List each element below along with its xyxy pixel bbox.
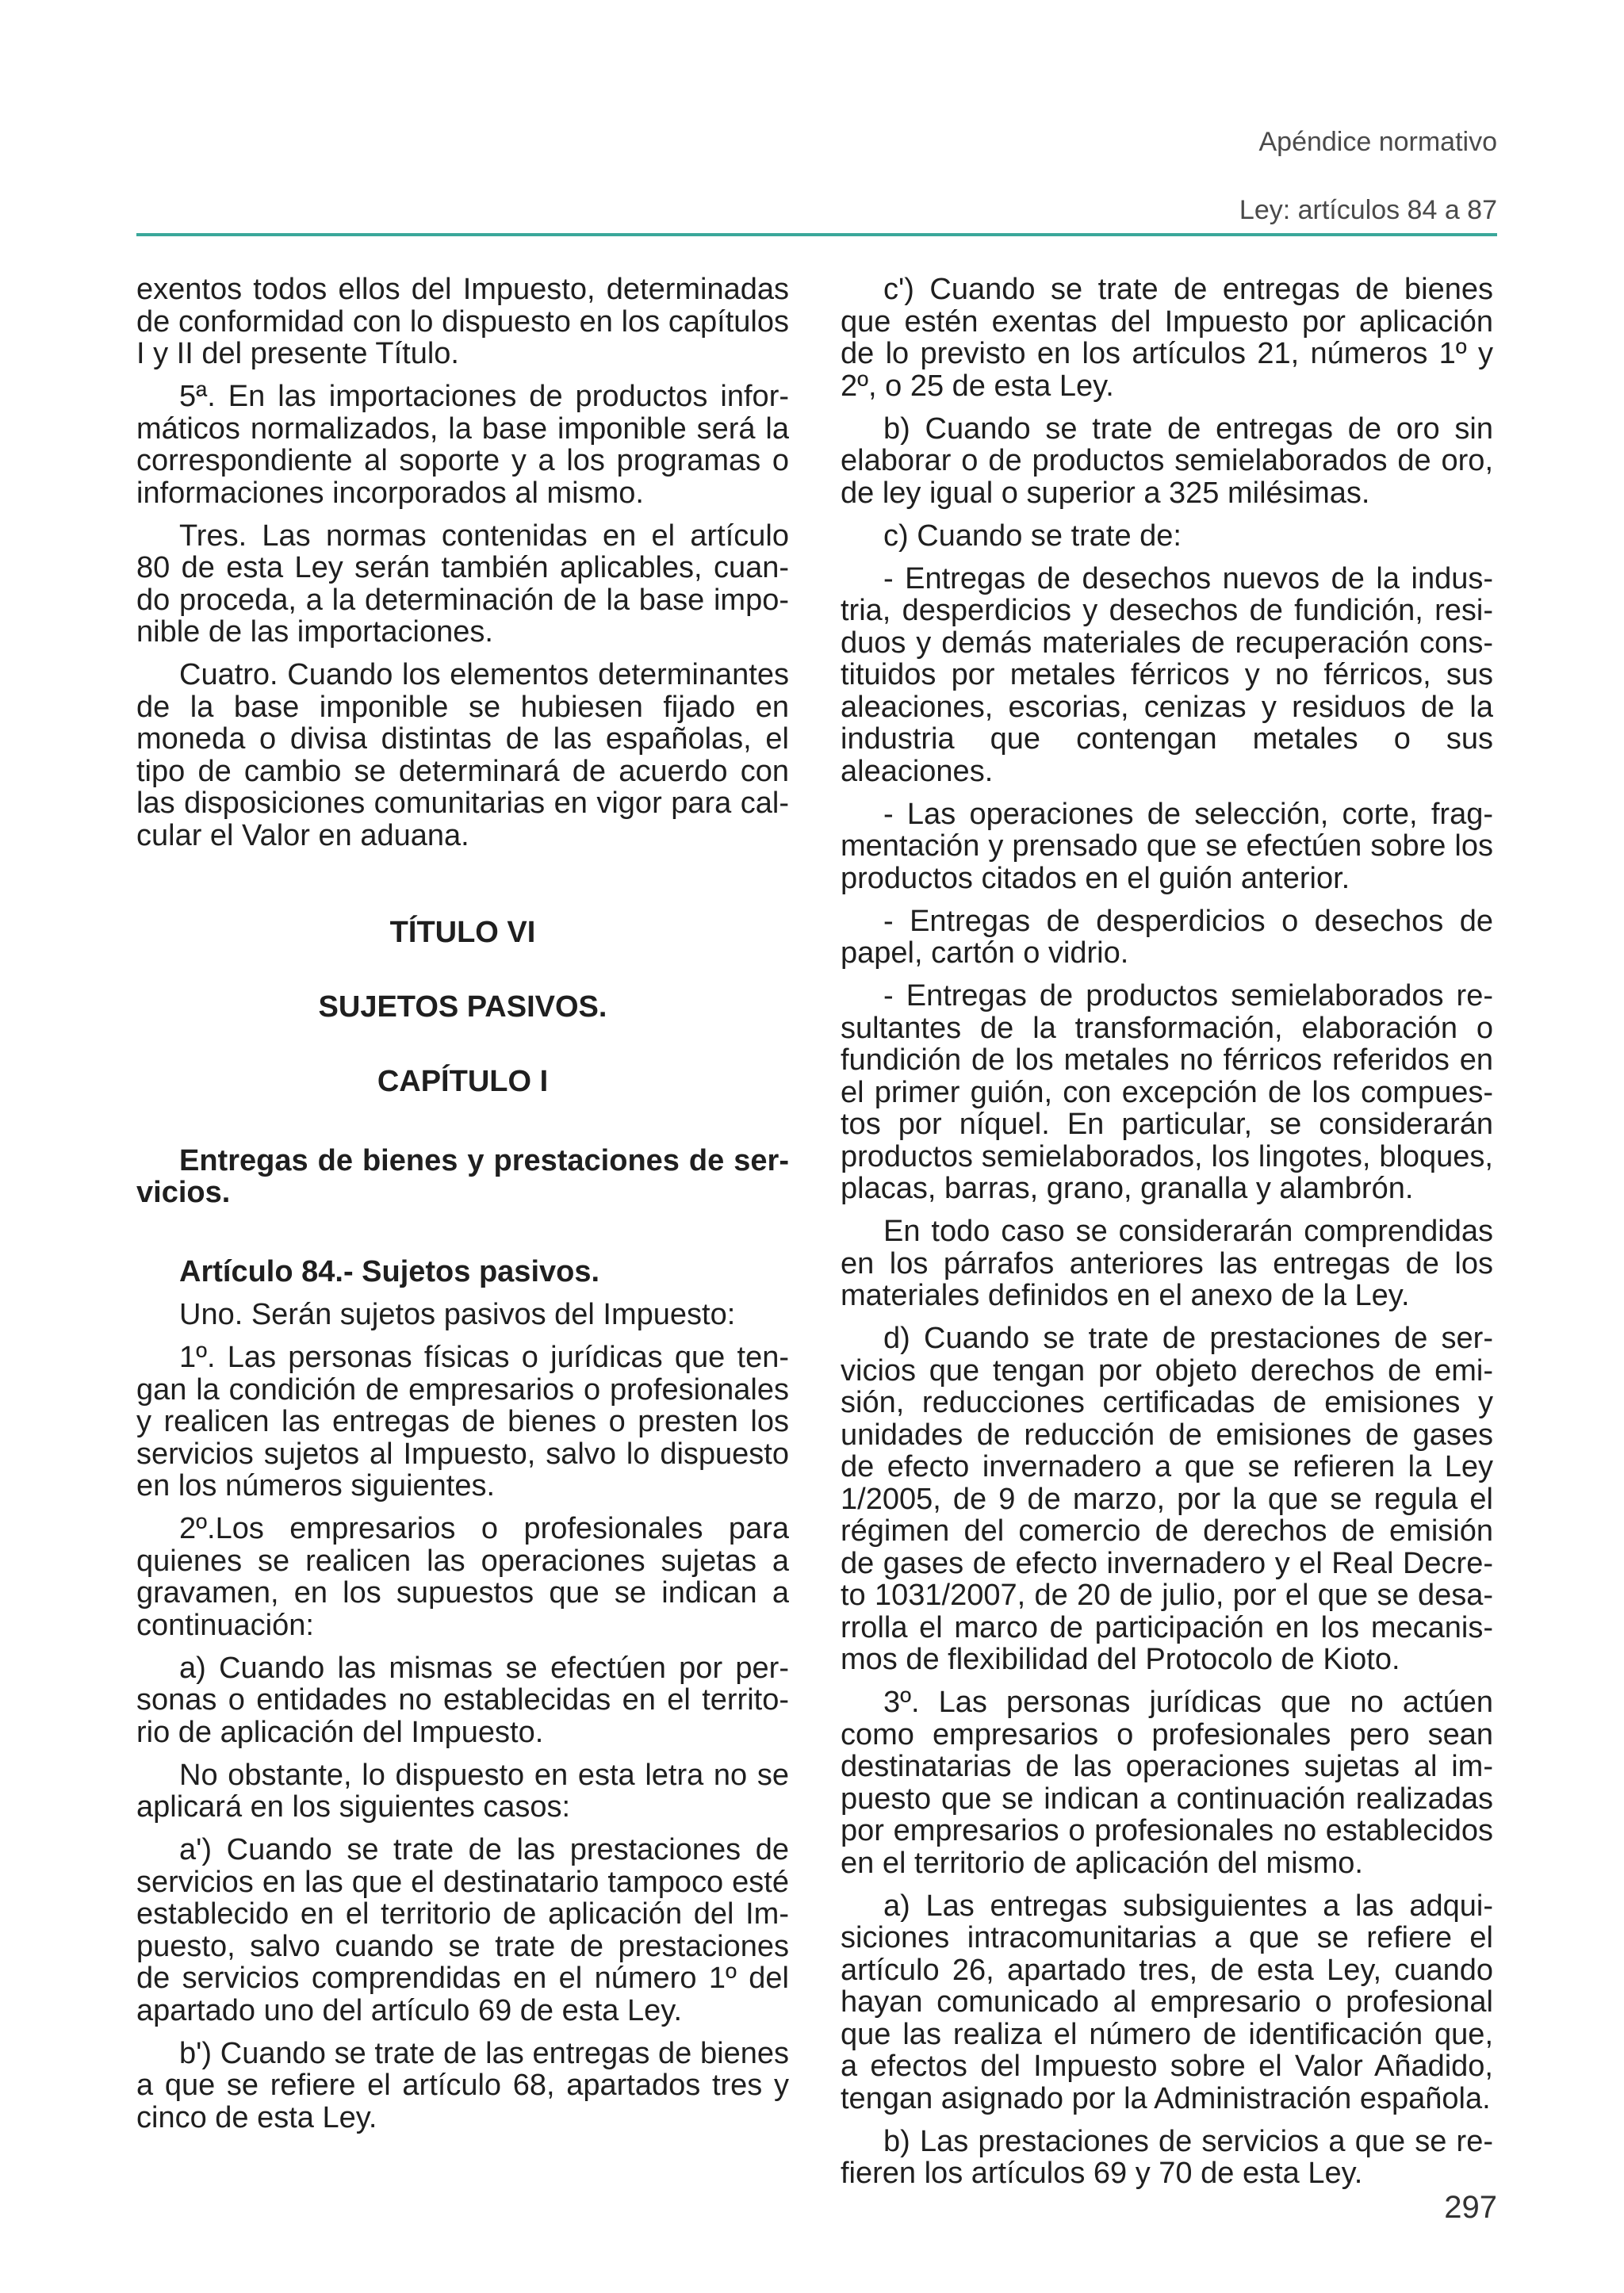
paragraph: Tres. Las normas contenidas en el artículo 80 de esta Ley serán también aplicables, cuando proceda, a la determinación de la base imponible de las importaciones. <box>136 519 789 649</box>
spacer <box>136 1108 789 1145</box>
paragraph: b') Cuando se trate de las entregas de bienes a que se refiere el artículo 68, apartados tres y cinco de esta Ley. <box>136 2036 789 2134</box>
paragraph: Cuatro. Cuando los elementos determinantes de la base imponible se hubiesen fijado en moneda o divisa distintas de las españolas, el tipo de cambio se determinará de acuerdo con las disposiciones comunitarias en vigor para calcular el Valor en aduana. <box>136 658 789 852</box>
paragraph: - Entregas de productos semielaborados resultantes de la transformación, elaboración o fundición de los metales no férricos referidos en el primer guión, con excepción de los compuestos por níquel. En particular, se considerarán productos semielaborados, los lingotes, bloques, placas, barras, grano, granalla y alambrón. <box>841 979 1493 1205</box>
left-column <box>136 274 789 2145</box>
paragraph: a) Las entregas subsiguientes a las adquisiciones intracomunitarias a que se refiere el artículo 26, apartado tres, de esta Ley, cuando hayan comunicado al empresario o profesional que las realiza el número de identificación que, a efectos del Impuesto sobre el Valor Añadido, tengan asignado por la Administración española. <box>841 1889 1493 2115</box>
paragraph: En todo caso se considerarán comprendidas en los párrafos anteriores las entregas de los materiales definidos en el anexo de la Ley. <box>841 1215 1493 1312</box>
paragraph: 5ª. En las importaciones de productos informáticos normalizados, la base imponible será la correspondiente al soporte y a los programas o informaciones incorporados al mismo. <box>136 380 789 510</box>
spacer <box>136 1219 789 1256</box>
paragraph: d) Cuando se trate de prestaciones de servicios que tengan por objeto derechos de emisión, reducciones certificadas de emisiones y unidades de reducción de emisiones de gases de efecto invernadero a que se refieren la Ley 1/2005, de 9 de marzo, por la que se regula el régimen del comercio de derechos de emisión de gases de efecto invernadero y el Real Decreto 1031/2007, de 20 de julio, por el que se desarrolla el marco de participación en los mecanismos de flexibilidad del Protocolo de Kioto. <box>841 1322 1493 1676</box>
spacer <box>136 1034 789 1066</box>
paragraph: 3º. Las personas jurídicas que no actúen como empresarios o profesionales pero sean destinatarias de las operaciones sujetas al impuesto que se indican a continuación realizadas por empresarios o profesionales no establecidos en el territorio de aplicación del mismo. <box>841 1686 1493 1880</box>
paragraph: c) Cuando se trate de: <box>883 519 1182 553</box>
spacer <box>136 863 789 917</box>
page-number: 297 <box>1444 2190 1497 2225</box>
paragraph: c') Cuando se trate de entregas de bienes que estén exentas del Impuesto por aplicación de lo previsto en los artículos 21, números 1º y 2º, o 25 de esta Ley. <box>841 273 1493 403</box>
titulo-name-heading: SUJETOS PASIVOS. <box>318 990 607 1024</box>
paragraph: - Las operaciones de selección, corte, fragmentación y prensado que se efectúen sobre los productos citados en el guión anterior. <box>841 797 1493 895</box>
header-subsection: Ley: artículos 84 a 87 <box>1239 195 1497 225</box>
paragraph: 1º. Las personas físicas o jurídicas que tengan la condición de empresarios o profesionales y realicen las entregas de bienes o presten los servicios sujetos al Impuesto, salvo lo dispuesto en los números siguientes. <box>136 1341 789 1503</box>
paragraph: - Entregas de desperdicios o desechos de papel, cartón o vidrio. <box>841 904 1493 970</box>
paragraph: Uno. Serán sujetos pasivos del Impuesto: <box>179 1298 736 1331</box>
titulo-heading: TÍTULO VI <box>389 915 536 949</box>
capitulo-name-heading: Entregas de bienes y prestaciones de servicios. <box>136 1143 789 1209</box>
header-section: Apéndice normativo <box>1258 127 1497 157</box>
paragraph: a) Cuando las mismas se efectúen por personas o entidades no establecidas en el territorio de aplicación del Impuesto. <box>136 1651 789 1749</box>
header-rule <box>136 233 1497 236</box>
paragraph: exentos todos ellos del Impuesto, determinadas de conformidad con lo dispuesto en los capítulos I y II del presente Título. <box>136 273 789 370</box>
article-heading: Artículo 84.- Sujetos pasivos. <box>179 1255 600 1288</box>
spacer <box>136 959 789 991</box>
paragraph: a') Cuando se trate de las prestaciones de servicios en las que el destinatario tampoco esté establecido en el territorio de aplicación del Impuesto, salvo cuando se trate de prestaciones de servicios comprendidas en el número 1º del apartado uno del artículo 69 de esta Ley. <box>136 1833 789 2027</box>
paragraph: b) Las prestaciones de servicios a que se refieren los artículos 69 y 70 de esta Ley. <box>841 2124 1493 2190</box>
paragraph: b) Cuando se trate de entregas de oro sin elaborar o de productos semielaborados de oro, de ley igual o superior a 325 milésimas. <box>841 412 1493 510</box>
paragraph: 2º.Los empresarios o profesionales para quienes se realicen las operaciones sujetas a gravamen, en los supuestos que se indican a continuación: <box>136 1512 789 1642</box>
right-column <box>841 274 1493 2200</box>
paragraph: - Entregas de desechos nuevos de la industria, desperdicios y desechos de fundición, residuos y demás materiales de recuperación constituidos por metales férricos y no férricos, sus aleaciones, escorias, cenizas y residuos de la industria que contengan metales o sus aleaciones. <box>841 561 1493 788</box>
paragraph: No obstante, lo dispuesto en esta letra no se aplicará en los siguientes casos: <box>136 1758 789 1824</box>
capitulo-heading: CAPÍTULO I <box>377 1064 549 1098</box>
